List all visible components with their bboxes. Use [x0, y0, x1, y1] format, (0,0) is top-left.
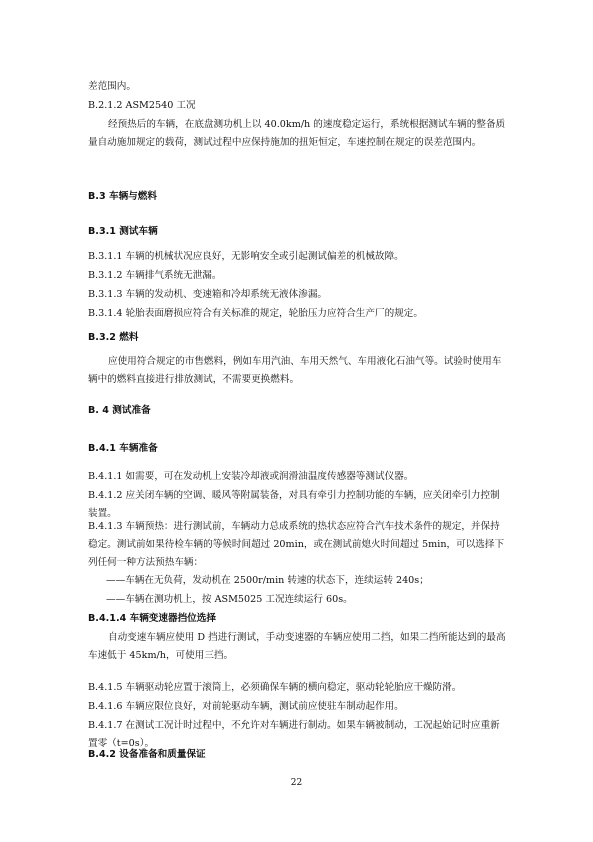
- subsection-heading: B.3.1 测试车辆: [88, 226, 158, 237]
- section-heading: B. 4 测试准备: [88, 405, 151, 416]
- clause-line: B.3.1.1 车辆的机械状况应良好，无影响安全或引起测试偏差的机械故障。: [88, 251, 404, 262]
- text-line: 差范围内。: [88, 81, 136, 92]
- paragraph: 应使用符合规定的市售燃料，例如车用汽油、车用天然气、车用液化石油气等。试验时使用车辆中的燃料直接进行排放测试，不需要更换燃料。: [88, 356, 502, 385]
- subsection-heading: B.2.1.2 ASM2540 工况: [88, 100, 196, 111]
- subsection-heading: B.3.2 燃料: [88, 332, 139, 343]
- clause-paragraph: B.4.1.7 在测试工况计时过程中，不允许对车辆进行制动。如果车辆被制动，工况起始记时应重新置零（t=0s）。: [88, 720, 500, 749]
- clause-line: B.4.1.1 如需要，可在发动机上安装冷却液或润滑油温度传感器等测试仪器。: [88, 471, 414, 482]
- paragraph: 经预热后的车辆，在底盘测功机上以 40.0km/h 的速度稳定运行，系统根据测试车辆的整备质量自动施加规定的载荷，测试过程中应保持施加的扭矩恒定，车速控制在规定的误差范围内。: [88, 119, 506, 148]
- clause-line: B.3.1.2 车辆排气系统无泄漏。: [88, 270, 222, 281]
- clause-line: B.3.1.3 车辆的发动机、变速箱和冷却系统无液体渗漏。: [88, 289, 328, 300]
- clause-paragraph: B.4.1.2 应关闭车辆的空调、暖风等附属装备，对具有牵引力控制功能的车辆，应关闭牵引力控制装置。: [88, 490, 500, 519]
- list-item: ——车辆在无负荷，发动机在 2500r/min 转速的状态下，连续运转 240s；: [106, 575, 429, 586]
- clause-line: B.4.1.6 车辆应限位良好，对前轮驱动车辆，测试前应使驻车制动起作用。: [88, 701, 404, 712]
- subsection-heading: B.4.1.4 车辆变速器挡位选择: [88, 613, 216, 624]
- section-heading: B.3 车辆与燃料: [88, 191, 157, 202]
- clause-paragraph: B.4.1.3 车辆预热：进行测试前，车辆动力总成系统的热状态应符合汽车技术条件的规定，并保持稳定。测试前如果待检车辆的等候时间超过 20min，或在测试前熄火时间超过 5min，可以选择下列任何一种方法预热车辆：: [88, 521, 505, 568]
- page-number: 22: [290, 778, 303, 788]
- clause-line: B.4.1.5 车辆驱动轮应置于滚筒上，必须确保车辆的横向稳定，驱动轮轮胎应干燥防滑。: [88, 682, 462, 693]
- clause-line: B.3.1.4 轮胎表面磨损应符合有关标准的规定，轮胎压力应符合生产厂的规定。: [88, 308, 423, 319]
- subsection-heading: B.4.2 设备准备和质量保证: [88, 749, 206, 760]
- paragraph: 自动变速车辆应使用 D 挡进行测试，手动变速器的车辆应使用二挡，如果二挡所能达到的最高车速低于 45km/h，可使用三挡。: [88, 632, 506, 661]
- subsection-heading: B.4.1 车辆准备: [88, 443, 158, 454]
- list-item: ——车辆在测功机上，按 ASM5025 工况连续运行 60s。: [106, 594, 353, 605]
